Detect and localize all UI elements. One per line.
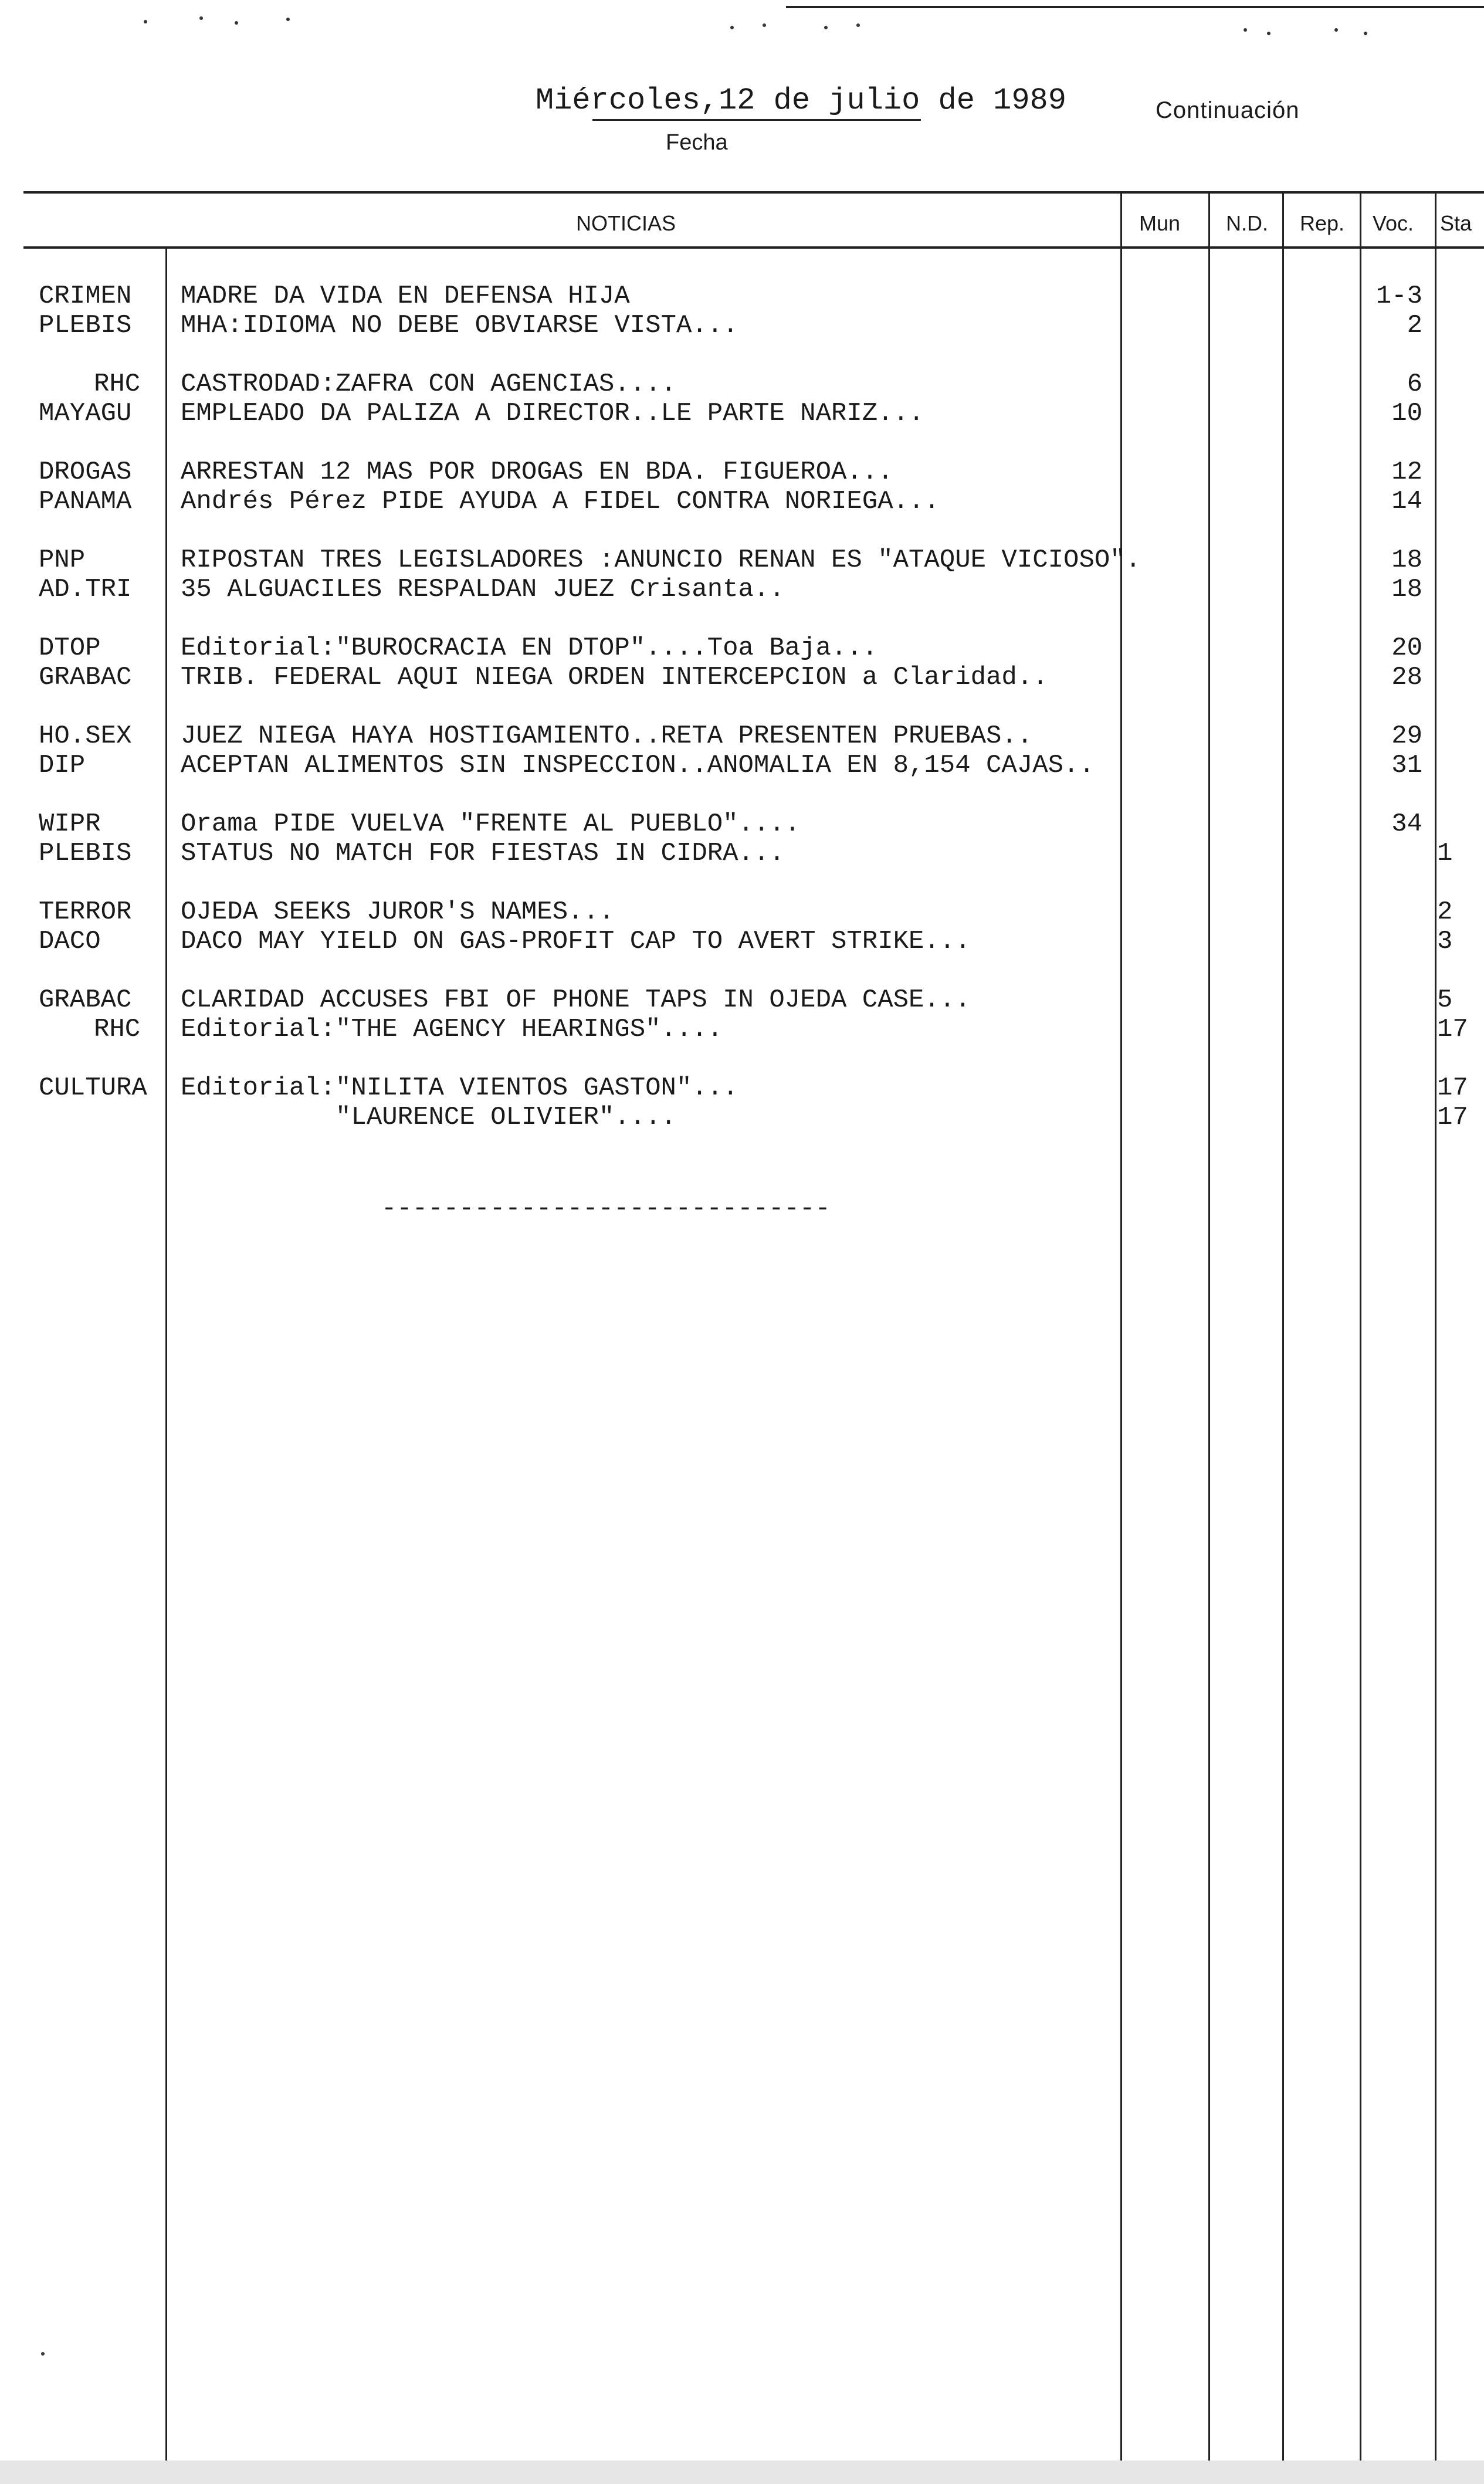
row-headline: DACO MAY YIELD ON GAS-PROFIT CAP TO AVERT STRIKE... — [181, 927, 971, 956]
row-voc-page: 2 — [1407, 311, 1422, 340]
row-voc-page: 29 — [1391, 721, 1422, 751]
nd-column-divider — [1208, 191, 1210, 2484]
row-voc-page: 18 — [1391, 575, 1422, 604]
row-headline: ARRESTAN 12 MAS POR DROGAS EN BDA. FIGUEROA... — [181, 458, 893, 487]
scan-speck — [1334, 28, 1338, 32]
row-section-abbr: CRIMEN — [39, 282, 132, 311]
row-voc-page: 6 — [1407, 370, 1422, 399]
scan-speck — [41, 2352, 45, 2356]
row-section-abbr: MAYAGU — [39, 399, 132, 428]
row-headline: EMPLEADO DA PALIZA A DIRECTOR..LE PARTE NARIZ... — [181, 399, 924, 428]
scan-speck — [286, 18, 290, 21]
column-header-rep: Rep. — [1300, 211, 1345, 235]
row-headline: CLARIDAD ACCUSES FBI OF PHONE TAPS IN OJEDA CASE... — [181, 985, 971, 1015]
scan-speck — [730, 26, 734, 29]
row-sta-page: 2 — [1437, 897, 1453, 927]
row-section-abbr: AD.TRI — [39, 575, 132, 604]
row-voc-page: 18 — [1391, 545, 1422, 575]
row-section-abbr: RHC — [94, 370, 141, 399]
scan-speck — [824, 26, 828, 29]
row-section-abbr: DTOP — [39, 633, 101, 663]
row-section-abbr: GRABAC — [39, 663, 132, 692]
scan-bottom-edge — [0, 2461, 1484, 2484]
column-header-nd: N.D. — [1226, 211, 1268, 235]
row-section-abbr: DROGAS — [39, 458, 132, 487]
row-section-abbr: DIP — [39, 751, 86, 780]
column-header-mun: Mun — [1139, 211, 1181, 235]
row-section-abbr: HO.SEX — [39, 721, 132, 751]
voc-column-divider — [1360, 191, 1361, 2484]
row-voc-page: 1-3 — [1375, 282, 1422, 311]
row-headline: TRIB. FEDERAL AQUI NIEGA ORDEN INTERCEPCION a Claridad.. — [181, 663, 1048, 692]
row-section-abbr: PANAMA — [39, 487, 132, 516]
row-headline: MHA:IDIOMA NO DEBE OBVIARSE VISTA... — [181, 311, 738, 340]
row-sta-page: 3 — [1437, 927, 1453, 956]
row-headline: Orama PIDE VUELVA "FRENTE AL PUEBLO".... — [181, 809, 801, 839]
row-headline: ACEPTAN ALIMENTOS SIN INSPECCION..ANOMALIA EN 8,154 CAJAS.. — [181, 751, 1095, 780]
row-section-abbr: WIPR — [39, 809, 101, 839]
fecha-label: Fecha — [666, 130, 728, 155]
row-section-abbr: PNP — [39, 545, 86, 575]
row-voc-page: 20 — [1391, 633, 1422, 663]
column-header-sta: Sta — [1440, 211, 1472, 235]
row-headline: RIPOSTAN TRES LEGISLADORES :ANUNCIO RENAN ES "ATAQUE VICIOSO". — [181, 545, 1141, 575]
date-underline — [592, 119, 921, 121]
row-voc-page: 14 — [1391, 487, 1422, 516]
scan-speck — [144, 20, 147, 23]
table-top-rule — [23, 191, 1484, 194]
row-headline: 35 ALGUACILES RESPALDAN JUEZ Crisanta.. — [181, 575, 785, 604]
column-header-voc: Voc. — [1373, 211, 1414, 235]
row-section-abbr: TERROR — [39, 897, 132, 927]
row-section-abbr: CULTURA — [39, 1073, 147, 1103]
abbr-column-divider — [165, 246, 167, 2484]
row-headline: "LAURENCE OLIVIER".... — [181, 1103, 676, 1132]
column-header-noticias: NOTICIAS — [576, 211, 676, 235]
row-voc-page: 10 — [1391, 399, 1422, 428]
row-sta-page: 17 — [1437, 1073, 1468, 1103]
row-voc-page: 34 — [1391, 809, 1422, 839]
scan-speck — [763, 23, 766, 27]
continuation-label: Continuación — [1156, 97, 1300, 123]
row-voc-page: 31 — [1391, 751, 1422, 780]
row-section-abbr: PLEBIS — [39, 311, 132, 340]
row-sta-page: 17 — [1437, 1103, 1468, 1132]
scan-speck — [235, 21, 238, 25]
row-headline: MADRE DA VIDA EN DEFENSA HIJA — [181, 282, 630, 311]
row-voc-page: 28 — [1391, 663, 1422, 692]
row-sta-page: 1 — [1437, 839, 1453, 868]
end-separator: ----------------------------- — [381, 1194, 831, 1224]
row-section-abbr: PLEBIS — [39, 839, 132, 868]
row-section-abbr: DACO — [39, 927, 101, 956]
scan-speck — [199, 16, 203, 20]
header-bottom-rule — [23, 246, 1484, 249]
row-section-abbr: GRABAC — [39, 985, 132, 1015]
row-headline: CASTRODAD:ZAFRA CON AGENCIAS.... — [181, 370, 676, 399]
row-headline: Editorial:"NILITA VIENTOS GASTON"... — [181, 1073, 738, 1103]
mun-column-divider — [1120, 191, 1122, 2484]
sta-column-divider — [1435, 191, 1436, 2484]
row-headline: STATUS NO MATCH FOR FIESTAS IN CIDRA... — [181, 839, 785, 868]
row-sta-page: 5 — [1437, 985, 1453, 1015]
scan-speck — [856, 23, 860, 27]
rep-column-divider — [1282, 191, 1284, 2484]
row-headline: Editorial:"BUROCRACIA EN DTOP"....Toa Baja... — [181, 633, 878, 663]
report-date: Miércoles,12 de julio de 1989 — [536, 83, 1066, 118]
row-section-abbr: RHC — [94, 1015, 141, 1044]
row-headline: Editorial:"THE AGENCY HEARINGS".... — [181, 1015, 723, 1044]
row-headline: Andrés Pérez PIDE AYUDA A FIDEL CONTRA NORIEGA... — [181, 487, 940, 516]
row-headline: JUEZ NIEGA HAYA HOSTIGAMIENTO..RETA PRESENTEN PRUEBAS.. — [181, 721, 1033, 751]
scan-speck — [1364, 32, 1367, 35]
scan-speck — [1267, 32, 1270, 35]
row-headline: OJEDA SEEKS JUROR'S NAMES... — [181, 897, 615, 927]
top-edge-rule — [786, 6, 1484, 8]
scan-speck — [1244, 28, 1247, 32]
row-voc-page: 12 — [1391, 458, 1422, 487]
row-sta-page: 17 — [1437, 1015, 1468, 1044]
